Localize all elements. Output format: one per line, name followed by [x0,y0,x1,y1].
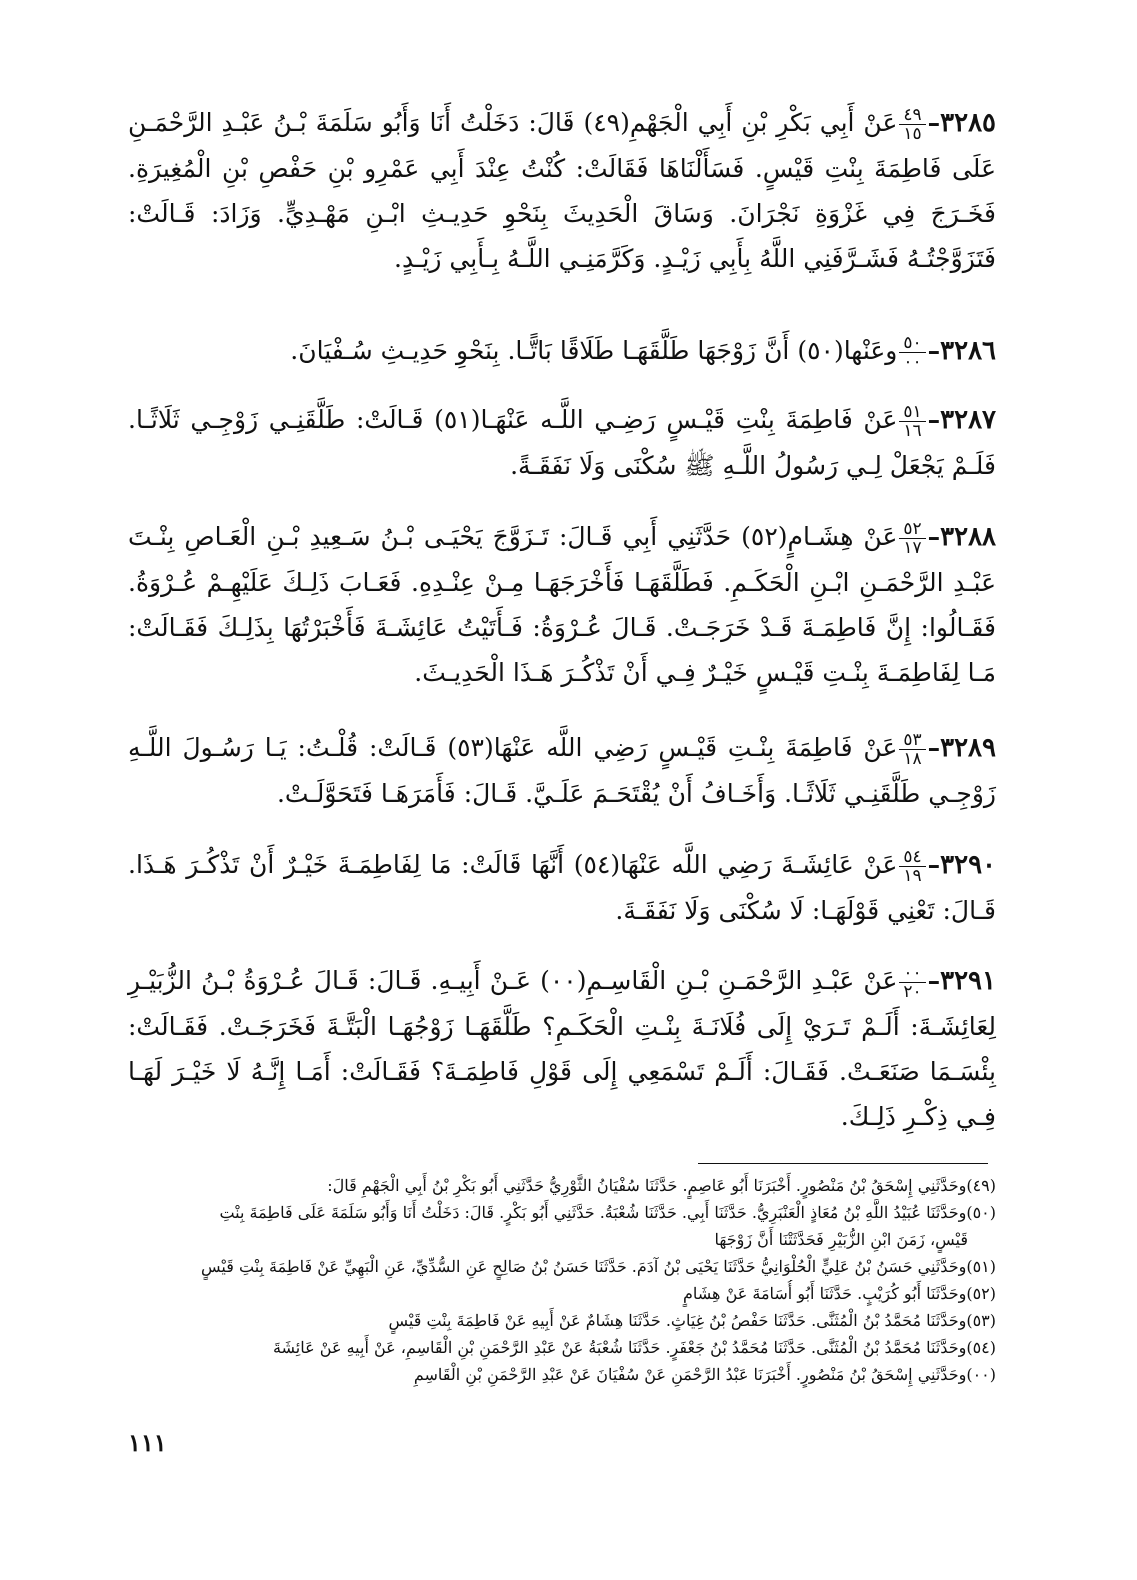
hadith-fraction: $\frac{٥٤}{١٩}$ [899,848,925,885]
hadith-text: عَنْ أَبِي بَكْرِ بْنِ أَبِي الْجَهْمِ(٤٩) قَالَ: دَخَلْتُ أَنَا وَأَبُو سَلَمَةَ بْـنُ عَبْـدِ الرَّحْمَـنِ عَلَى فَاطِمَةَ بِنْتِ قَيْسٍ. فَسَأَلْنَاهَا فَقَالَتْ: كُنْتُ عِنْدَ أَبِي عَمْرِو بْنِ حَفْصِ بْنِ الْمُغِيرَةِ. فَخَـرَجَ فِي غَزْوَةِ نَجْرَانَ. وَسَاقَ الْحَدِيثَ بِنَحْوِ حَدِيـثِ ابْـنِ مَهْـدِيٍّ. وَزَادَ: قَـالَتْ: فَتَزَوَّجْتُـهُ فَشَـرَّفَنِي اللَّهُ بِأَبِي زَيْـدٍ. وَكَرَّمَنِـي اللَّـهُ بِـأَبِي زَيْـدٍ. [128,108,996,273]
hadith-3287: ٣٢٨٧– $\frac{٥١}{١٦}$ عَنْ فَاطِمَةَ بِنْتِ قَيْـسٍ رَضِـي اللَّـه عَنْهَـا(٥١) قَـالَتْ: طَلَّقَنِـي زَوْجِـي ثَلَاثًـا. فَلَـمْ يَجْعَلْ لِـي رَسُولُ اللَّـهِ ﷺ سُكْنَى وَلَا نَفَقَـةً. [128,402,997,480]
hadith-number: ٣٢٨٨ [940,522,996,552]
hadith-number: ٣٢٨٦ [940,336,996,366]
hadith-fraction: $\frac{٥٣}{١٨}$ [899,731,925,768]
hadith-3291: ٣٢٩١– $\frac{٠٠}{٢٠}$ عَنْ عَبْـدِ الرَّحْمَـنِ بْـنِ الْقَاسِـمِ(٠٠) عَـنْ أَبِيـهِ. قَـالَ: قَـالَ عُـرْوَةُ بْـنُ الزُّبَيْـرِ لِعَائِشَـةَ: أَلَـمْ تَـرَيْ إِلَى فُلَانَـةَ بِنْـتِ الْحَكَـمِ؟ طَلَّقَهَـا زَوْجُهَـا الْبَتَّـةَ فَخَرَجَـتْ. فَقَـالَتْ: بِئْسَـمَا صَنَعَـتْ. فَقَـالَ: أَلَـمْ تَسْمَعِي إِلَى قَوْلِ فَاطِمَـةَ؟ فَقَـالَتْ: أَمَـا إِنَّـهُ لَا خَيْـرَ لَهَـا فِـي ذِكْـرِ ذَلِـكَ. [128,963,996,1131]
footnote-54: (٥٤)وحَدَّثَنَا مُحَمَّدُ بْنُ الْمُثَنَّى. حَدَّثَنَا مُحَمَّدُ بْنُ جَعْفَرٍ. حَدَّثَنَا شُعْبَةُ عَنْ عَبْدِ الرَّحْمَنِ بْنِ الْقَاسِمِ، عَنْ أَبِيهِ عَنْ عَائِشَةَ [272,1338,996,1357]
footnote-53: (٥٣)وحَدَّثَنَا مُحَمَّدُ بْنُ الْمُثَنَّى. حَدَّثَنَا حَفْصُ بْنُ غِيَاثٍ. حَدَّثَنَا هِشَامٌ عَنْ أَبِيهِ عَنْ فَاطِمَةَ بِنْتِ قَيْسٍ [388,1311,996,1330]
hadith-fraction: $\frac{٥١}{١٦}$ [899,403,925,440]
footnote-50: (٥٠)وحَدَّثَنَا عُبَيْدُ اللَّهِ بْنُ مُعَاذٍ الْعَنْبَرِيُّ. حَدَّثَنَا أَبِي. حَدَّثَنَا شُعْبَةُ. حَدَّثَنِي أَبُو بَكْرٍ. قَالَ: دَخَلْتُ أَنَا وَأَبُو سَلَمَةَ عَلَى فَاطِمَةَ بِنْتِ [219,1203,996,1222]
footnote-50-continued: قَيْسٍ، زَمَنَ ابْنِ الزُّبَيْرِ فَحَدَّثَتْنَا أَنَّ زَوْجَهَا [714,1230,968,1249]
hadith-text: عَنْ عَبْـدِ الرَّحْمَـنِ بْـنِ الْقَاسِـمِ(٠٠) عَـنْ أَبِيـهِ. قَـالَ: قَـالَ عُـرْوَةُ بْـنُ الزُّبَيْـرِ لِعَائِشَـةَ: أَلَـمْ تَـرَيْ إِلَى فُلَانَـةَ بِنْـتِ الْحَكَـمِ؟ طَلَّقَهَـا زَوْجُهَـا الْبَتَّـةَ فَخَرَجَـتْ. فَقَـالَتْ: بِئْسَـمَا صَنَعَـتْ. فَقَـالَ: أَلَـمْ تَسْمَعِي إِلَى قَوْلِ فَاطِمَـةَ؟ فَقَـالَتْ: أَمَـا إِنَّـهُ لَا خَيْـرَ لَهَـا فِـي ذِكْـرِ ذَلِـكَ. [128,966,996,1131]
footnote-51: (٥١)وحَدَّثَنِي حَسَنُ بْنُ عَلِيٍّ الْحُلْوَانِيُّ حَدَّثَنَا يَحْيَى بْنُ آدَمَ. حَدَّثَنَا حَسَنُ بْنُ صَالِحٍ عَنِ السُّدِّيِّ، عَنِ الْبَهِيِّ عَنْ فَاطِمَةَ بِنْتِ قَيْسٍ [201,1257,996,1276]
footnote-49: (٤٩)وحَدَّثَنِي إِسْحَقُ بْنُ مَنْصُورٍ. أَخْبَرَنَا أَبُو عَاصِمٍ. حَدَّثَنَا سُفْيَانُ الثَّوْرِيُّ حَدَّثَنِي أَبُو بَكْرِ بْنُ أَبِي الْجَهْمِ قَالَ: [327,1176,996,1195]
hadith-fraction: $\frac{٠٠}{٢٠}$ [899,964,925,1001]
footnote-52: (٥٢)وحَدَّثَنَا أَبُو كُرَيْبٍ. حَدَّثَنَا أَبُو أُسَامَةَ عَنْ هِشَامٍ [682,1284,996,1303]
hadith-number: ٣٢٨٧ [940,405,997,435]
hadith-fraction: $\frac{٤٩}{١٥}$ [899,106,925,143]
page-number: ١١١ [128,1428,167,1457]
footnotes [128,1172,996,1388]
hadith-3290: ٣٢٩٠– $\frac{٥٤}{١٩}$ عَنْ عَائِشَـةَ رَضِي اللَّه عَنْهَا(٥٤) أَنَّهَا قَالَتْ: مَا لِفَاطِمَـةَ خَيْـرٌ أَنْ تَذْكُـرَ هَـذَا. قَـالَ: تَعْنِي قَوْلَهَـا: لَا سُكْنَى وَلَا نَفَقَـةَ. [128,847,996,925]
hadith-number: ٣٢٨٩ [940,733,996,763]
footnote-divider [698,1163,988,1164]
hadith-text: عَنْ فَاطِمَةَ بِنْتِ قَيْـسٍ رَضِـي اللَّـه عَنْهَـا(٥١) قَـالَتْ: طَلَّقَنِـي زَوْجِـي ثَلَاثًـا. فَلَـمْ يَجْعَلْ لِـي رَسُولُ اللَّـهِ ﷺ سُكْنَى وَلَا نَفَقَـةً. [128,405,996,480]
hadith-3288: ٣٢٨٨– $\frac{٥٢}{١٧}$ عَنْ هِشَـامٍ(٥٢) حَدَّثَنِي أَبِي قَـالَ: تَـزَوَّجَ يَحْيَـى بْـنُ سَـعِيدِ بْـنِ الْعَـاصِ بِنْـتَ عَبْـدِ الرَّحْمَـنِ ابْـنِ الْحَكَـمِ. فَطَلَّقَهَـا فَأَخْرَجَهَـا مِـنْ عِنْـدِهِ. فَعَـابَ ذَلِـكَ عَلَيْهِـمْ عُـرْوَةُ. فَقَـالُوا: إِنَّ فَاطِمَـةَ قَـدْ خَرَجَـتْ. قَـالَ عُـرْوَةُ: فَـأَتَيْتُ عَائِشَـةَ فَأَخْبَرْتُهَا بِذَلِـكَ فَقَـالَتْ: مَـا لِفَاطِمَـةَ بِنْـتِ قَيْـسٍ خَيْـرٌ فِـي أَنْ تَذْكُـرَ هَـذَا الْحَدِيـثَ. [128,519,996,687]
footnote-00: (٠٠)وحَدَّثَنِي إِسْحَقُ بْنُ مَنْصُورٍ. أَخْبَرَنَا عَبْدُ الرَّحْمَنِ عَنْ سُفْيَانَ عَنْ عَبْدِ الرَّحْمَنِ بْنِ الْقَاسِمِ [413,1365,996,1384]
hadith-3289: ٣٢٨٩– $\frac{٥٣}{١٨}$ عَنْ فَاطِمَةَ بِنْـتِ قَيْـسٍ رَضِي اللَّه عَنْهَا(٥٣) قَـالَتْ: قُلْـتُ: يَـا رَسُـولَ اللَّـهِ زَوْجِـي طَلَّقَنِـي ثَلَاثًـا. وَأَخَـافُ أَنْ يُقْتَحَـمَ عَلَـيَّ. قَـالَ: فَأَمَرَهَـا فَتَحَوَّلَـتْ. [128,730,996,808]
hadith-number: ٣٢٨٥ [940,108,996,138]
hadith-number: ٣٢٩٠ [940,850,996,880]
hadith-fraction: $\frac{٥٢}{١٧}$ [899,520,925,557]
hadith-3285: ٣٢٨٥– $\frac{٤٩}{١٥}$ عَنْ أَبِي بَكْرِ بْنِ أَبِي الْجَهْمِ(٤٩) قَالَ: دَخَلْتُ أَنَا وَأَبُو سَلَمَةَ بْـنُ عَبْـدِ الرَّحْمَـنِ عَلَى فَاطِمَةَ بِنْتِ قَيْسٍ. فَسَأَلْنَاهَا فَقَالَتْ: كُنْتُ عِنْدَ أَبِي عَمْرِو بْنِ حَفْصِ بْنِ الْمُغِيرَةِ. فَخَـرَجَ فِي غَزْوَةِ نَجْرَانَ. وَسَاقَ الْحَدِيثَ بِنَحْوِ حَدِيـثِ ابْـنِ مَهْـدِيٍّ. وَزَادَ: قَـالَتْ: فَتَزَوَّجْتُـهُ فَشَـرَّفَنِي اللَّهُ بِأَبِي زَيْـدٍ. وَكَرَّمَنِـي اللَّـهُ بِـأَبِي زَيْـدٍ. [128,105,996,273]
hadith-fraction: $\frac{٥٠}{٠٠}$ [899,334,925,371]
hadith-3286: ٣٢٨٦– $\frac{٥٠}{٠٠}$ وعَنْها(٥٠) أَنَّ زَوْجَهَا طَلَّقَهَـا طَلَاقًا بَاتًّـا. بِنَحْوِ حَدِيـثِ سُـفْيَانَ. [290,333,996,372]
hadith-text: عَنْ فَاطِمَةَ بِنْـتِ قَيْـسٍ رَضِي اللَّه عَنْهَا(٥٣) قَـالَتْ: قُلْـتُ: يَـا رَسُـولَ اللَّـهِ زَوْجِـي طَلَّقَنِـي ثَلَاثًـا. وَأَخَـافُ أَنْ يُقْتَحَـمَ عَلَـيَّ. قَـالَ: فَأَمَرَهَـا فَتَحَوَّلَـتْ. [128,733,996,808]
hadith-number: ٣٢٩١ [940,966,996,996]
hadith-text: عَنْ عَائِشَـةَ رَضِي اللَّه عَنْهَا(٥٤) أَنَّهَا قَالَتْ: مَا لِفَاطِمَـةَ خَيْـرٌ أَنْ تَذْكُـرَ هَـذَا. قَـالَ: تَعْنِي قَوْلَهَـا: لَا سُكْنَى وَلَا نَفَقَـةَ. [128,850,996,925]
hadith-text: عَنْ هِشَـامٍ(٥٢) حَدَّثَنِي أَبِي قَـالَ: تَـزَوَّجَ يَحْيَـى بْـنُ سَـعِيدِ بْـنِ الْعَـاصِ بِنْـتَ عَبْـدِ الرَّحْمَـنِ ابْـنِ الْحَكَـمِ. فَطَلَّقَهَـا فَأَخْرَجَهَـا مِـنْ عِنْـدِهِ. فَعَـابَ ذَلِـكَ عَلَيْهِـمْ عُـرْوَةُ. فَقَـالُوا: إِنَّ فَاطِمَـةَ قَـدْ خَرَجَـتْ. قَـالَ عُـرْوَةُ: فَـأَتَيْتُ عَائِشَـةَ فَأَخْبَرْتُهَا بِذَلِـكَ فَقَـالَتْ: مَـا لِفَاطِمَـةَ بِنْـتِ قَيْـسٍ خَيْـرٌ فِـي أَنْ تَذْكُـرَ هَـذَا الْحَدِيـثَ. [128,522,996,687]
hadith-text: وعَنْها(٥٠) أَنَّ زَوْجَهَا طَلَّقَهَـا طَلَاقًا بَاتًّـا. بِنَحْوِ حَدِيـثِ سُـفْيَانَ. [290,336,898,365]
